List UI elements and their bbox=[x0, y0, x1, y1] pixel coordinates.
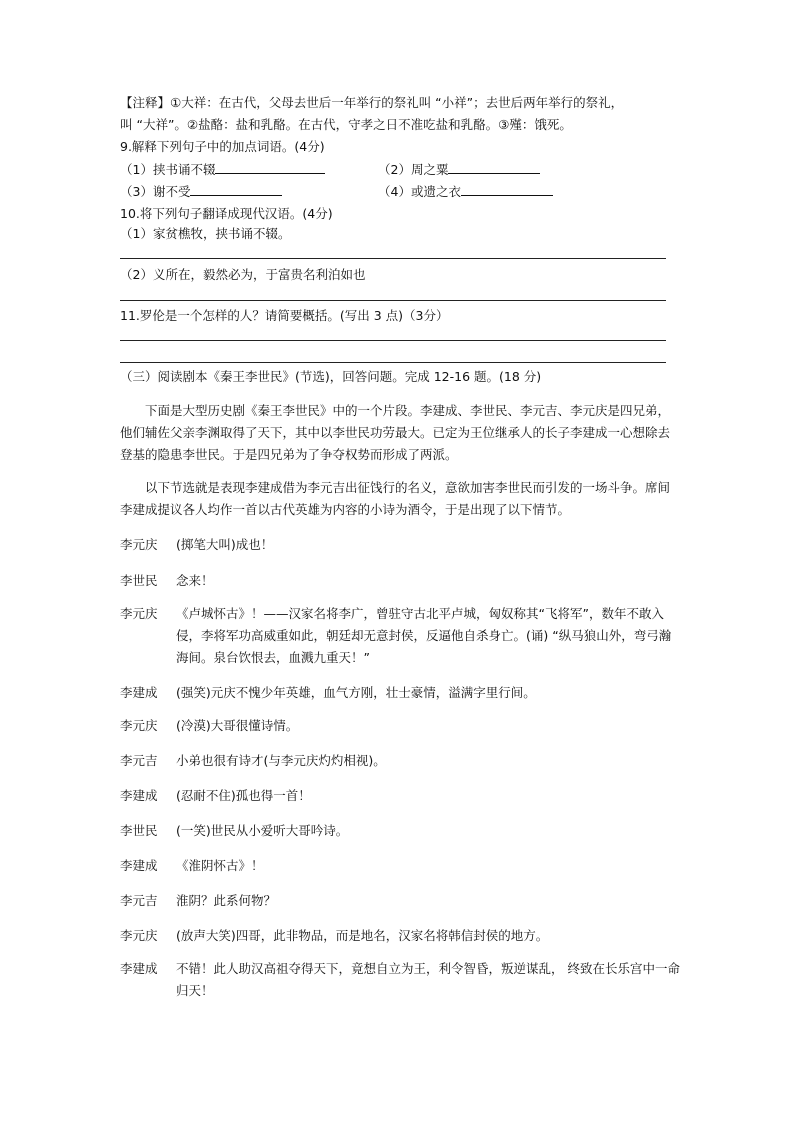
line-text: 小弟也很有诗才(与李元庆灼灼相视)。 bbox=[176, 753, 386, 768]
q9-item-2: （2）周之粟 bbox=[378, 161, 540, 179]
speaker: 李元庆 bbox=[120, 537, 158, 552]
dialogue-line bbox=[120, 925, 680, 947]
section3-title: （三）阅读剧本《秦王李世民》(节选)，回答问题。完成 12-16 题。(18 分) bbox=[120, 369, 542, 384]
q9-item-3: （3）谢不受 bbox=[120, 183, 282, 201]
answer-blank[interactable] bbox=[448, 161, 540, 174]
answer-blank[interactable] bbox=[190, 183, 282, 196]
dialogue-line bbox=[120, 855, 680, 877]
dialogue-line bbox=[120, 570, 680, 592]
dialogue-line bbox=[120, 820, 680, 842]
dialogue-line bbox=[120, 890, 680, 912]
line-text: (强笑)元庆不愧少年英雄，血气方刚，壮士豪情，溢满字里行间。 bbox=[176, 685, 536, 700]
answer-line[interactable] bbox=[120, 258, 666, 259]
intro-paragraph-1: 下面是大型历史剧《秦王李世民》中的一个片段。李建成、李世民、李元吉、李元庆是四兄弟，他们辅佐父亲李渊取得了天下，其中以李世民功劳最大。已定为王位继承人的长子李建成一心想除去登基的隐患李世民。于是四兄弟为了争夺权势而形成了两派。 bbox=[120, 403, 671, 462]
line-text: 淮阴？此系何物？ bbox=[176, 893, 277, 908]
line-text: 《卢城怀古》！——汉家名将李广，曾驻守古北平卢城，匈奴称其“飞将军”，数年不敢入侵，李将军功高威重如此，朝廷却无意封侯，反逼他自杀身亡。(诵) “纵马狼山外，弯弓瀚海间。泉台饮恨去，血溅九重天！” bbox=[176, 606, 672, 665]
dialogue-line bbox=[120, 958, 680, 1002]
line-text: (忍耐不住)孤也得一首！ bbox=[176, 788, 311, 803]
dialogue-line bbox=[120, 603, 680, 669]
answer-line[interactable] bbox=[120, 300, 666, 301]
answer-blank[interactable] bbox=[461, 183, 553, 196]
dialogue-line bbox=[120, 682, 680, 704]
speaker: 李元庆 bbox=[120, 718, 158, 733]
line-text: (冷漠)大哥很懂诗情。 bbox=[176, 718, 299, 733]
line-text: (一笑)世民从小爱听大哥吟诗。 bbox=[176, 823, 349, 838]
speaker: 李世民 bbox=[120, 823, 158, 838]
q10-title: 10.将下列句子翻译成现代汉语。(4分) bbox=[120, 206, 333, 221]
speaker: 李建成 bbox=[120, 685, 158, 700]
q9-item-4: （4）或遗之衣 bbox=[378, 183, 553, 201]
q10-sentence-1: （1）家贫樵牧，挟书诵不辍。 bbox=[120, 226, 291, 241]
q10-sentence-2: （2）义所在，毅然必为，于富贵名利泊如也 bbox=[120, 267, 366, 282]
speaker: 李元吉 bbox=[120, 893, 158, 908]
line-text: (放声大笑)四哥，此非物品，而是地名，汉家名将韩信封侯的地方。 bbox=[176, 928, 549, 943]
answer-blank[interactable] bbox=[215, 161, 325, 174]
q9-title: 9.解释下列句子中的加点词语。(4分) bbox=[120, 139, 325, 154]
dialogue-line bbox=[120, 715, 680, 737]
answer-line[interactable] bbox=[120, 340, 666, 341]
speaker: 李建成 bbox=[120, 858, 158, 873]
dialogue-line bbox=[120, 750, 680, 772]
line-text: 不错！此人助汉高祖夺得天下，竟想自立为王，利令智昏，叛逆谋乱， 终致在长乐宫中一命归天！ bbox=[176, 961, 680, 998]
q9-item-1: （1）挟书诵不辍 bbox=[120, 161, 325, 179]
notes-line-2: 叫 “大祥”。②盐酪：盐和乳酪。在古代，守孝之日不准吃盐和乳酪。③殣：饿死。 bbox=[120, 117, 572, 132]
speaker: 李元吉 bbox=[120, 753, 158, 768]
speaker: 李世民 bbox=[120, 573, 158, 588]
q11-title: 11.罗伦是一个怎样的人？请简要概括。(写出 3 点)（3分） bbox=[120, 308, 449, 323]
speaker: 李元庆 bbox=[120, 928, 158, 943]
notes-line-1: 【注释】①大祥：在古代，父母去世后一年举行的祭礼叫 “小祥”；去世后两年举行的祭礼， bbox=[120, 95, 624, 110]
dialogue-line bbox=[120, 785, 680, 807]
line-text: (掷笔大叫)成也！ bbox=[176, 537, 274, 552]
answer-line[interactable] bbox=[120, 362, 666, 363]
line-text: 念来！ bbox=[176, 573, 214, 588]
speaker: 李建成 bbox=[120, 788, 158, 803]
intro-paragraph-2: 以下节选就是表现李建成借为李元吉出征饯行的名义，意欲加害李世民而引发的一场斗争。席间李建成提议各人均作一首以古代英雄为内容的小诗为酒令，于是出现了以下情节。 bbox=[120, 480, 671, 517]
dialogue-line bbox=[120, 534, 680, 556]
speaker: 李建成 bbox=[120, 961, 158, 976]
speaker: 李元庆 bbox=[120, 606, 158, 621]
line-text: 《淮阴怀古》！ bbox=[176, 858, 264, 873]
